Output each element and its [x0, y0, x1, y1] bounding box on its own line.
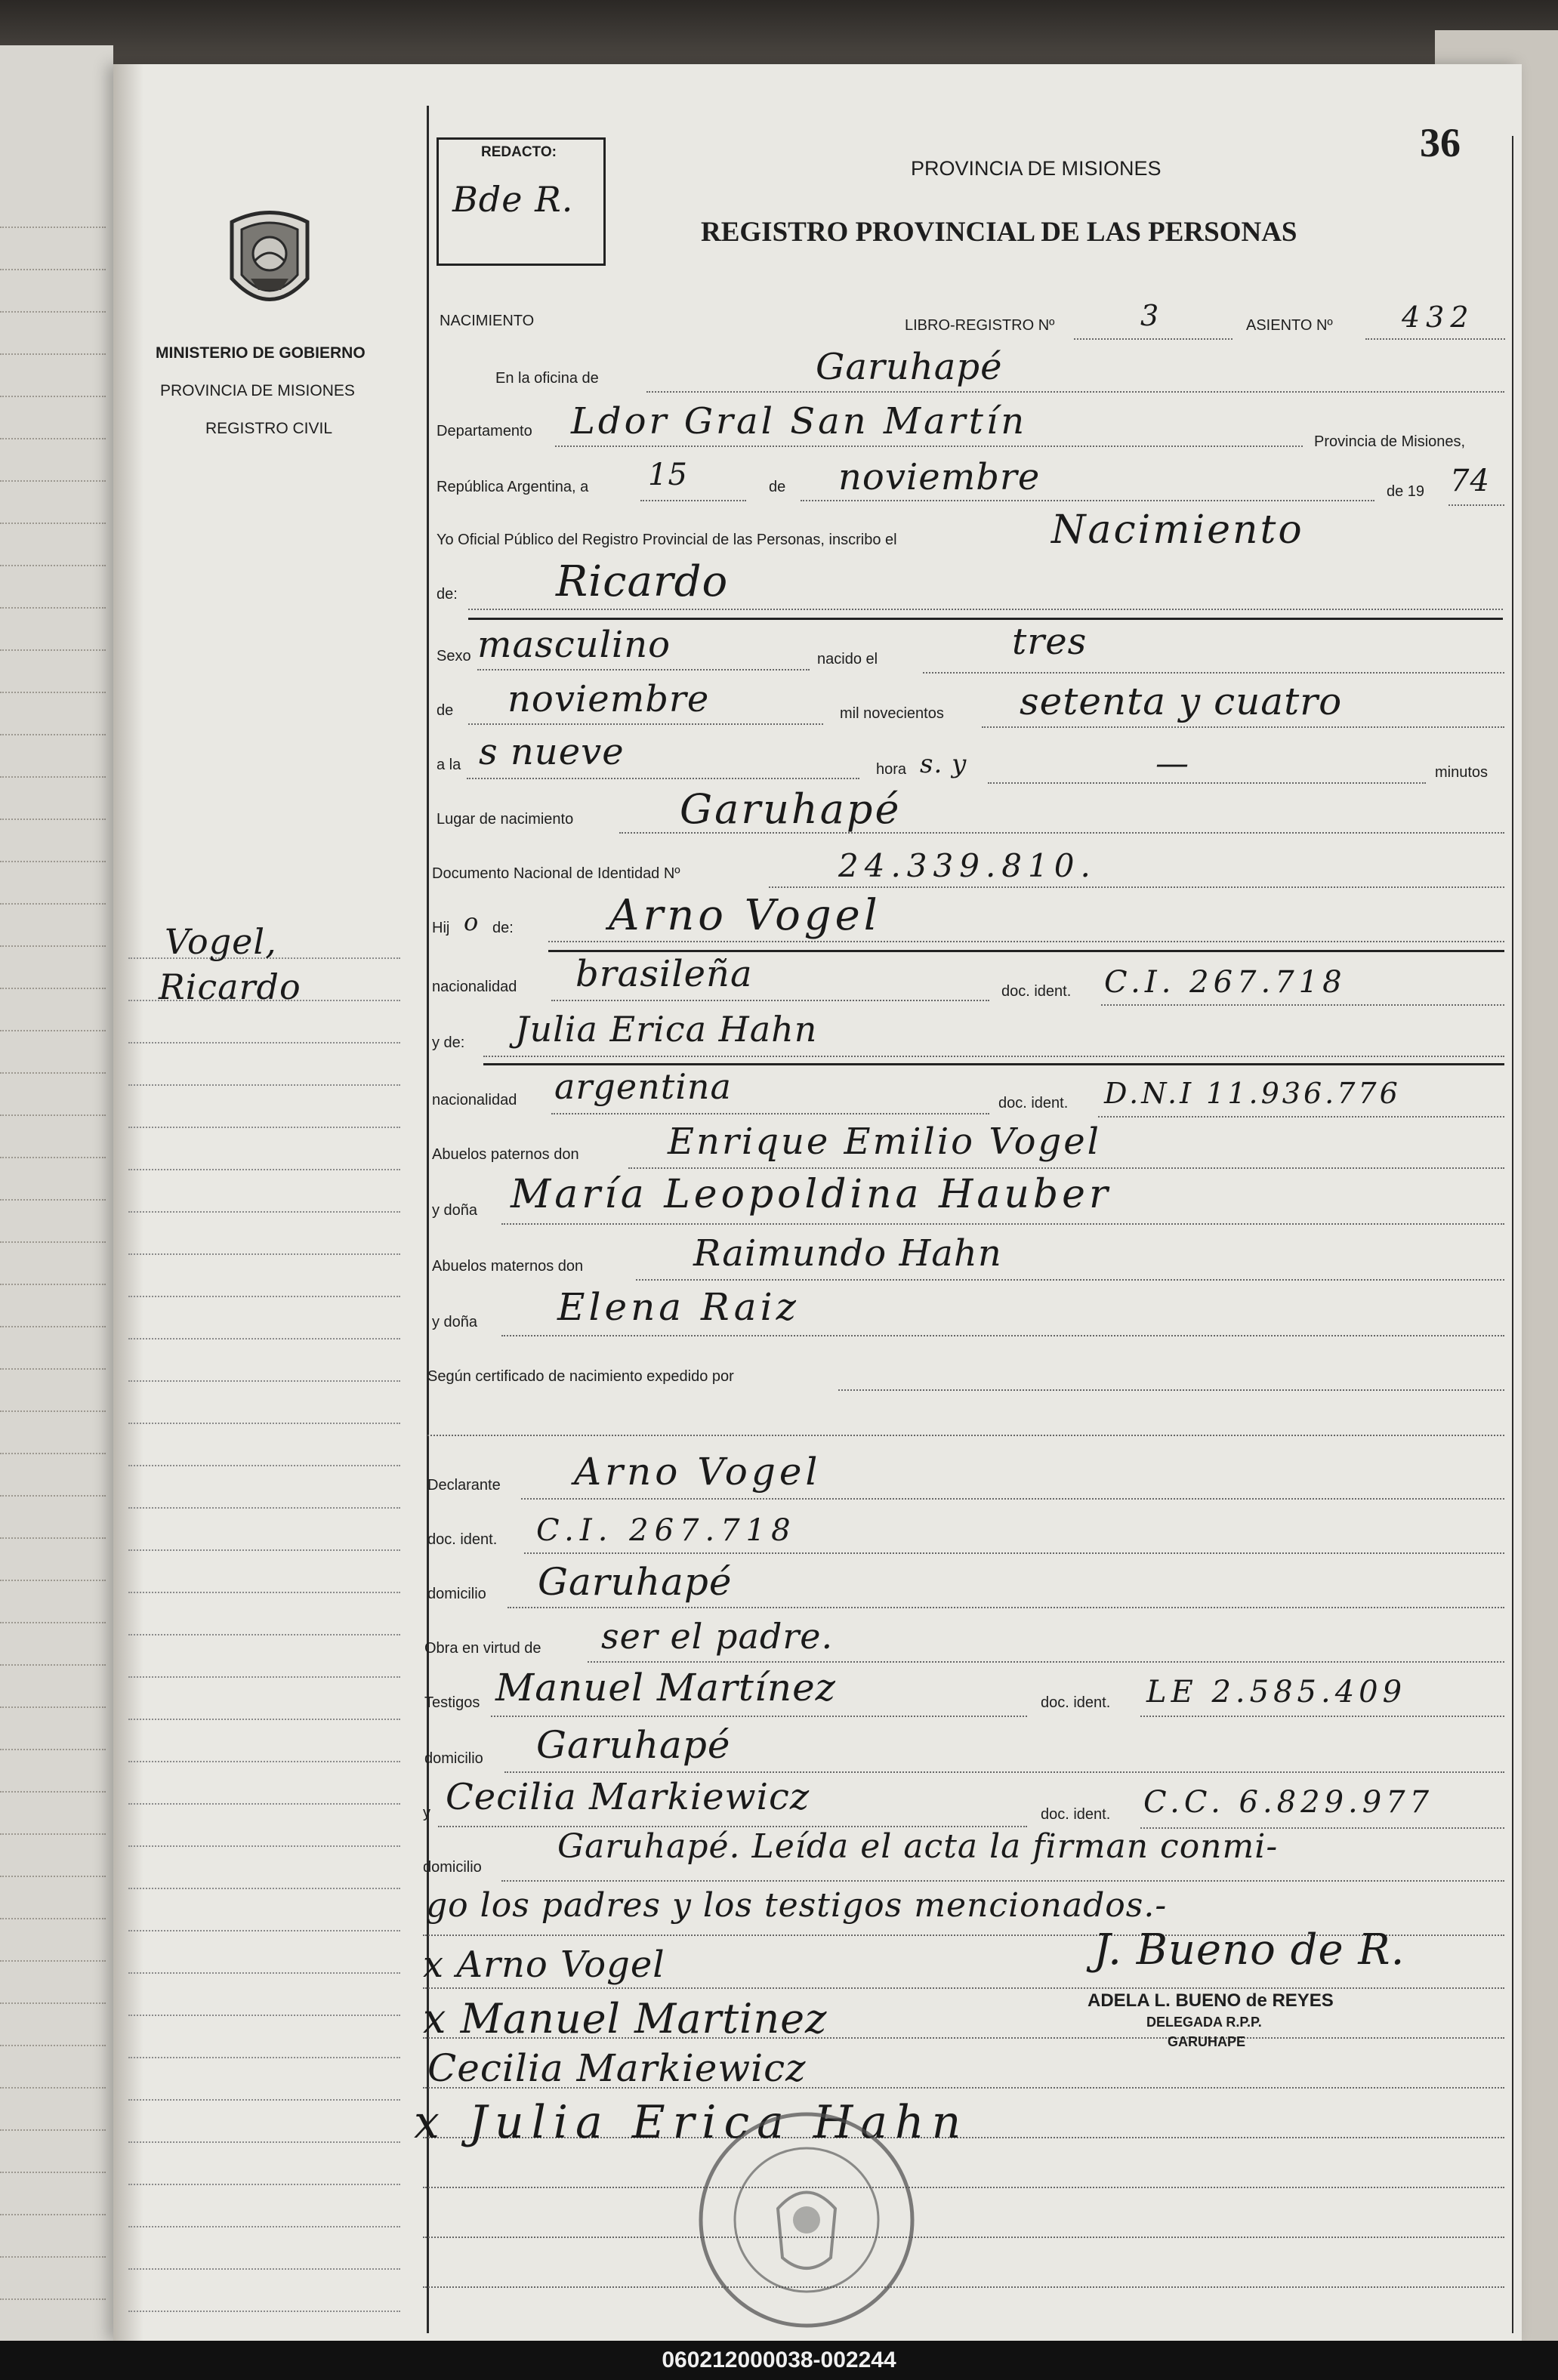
nac-madre-value: argentina	[554, 1066, 732, 1107]
signature-father: x Arno Vogel	[423, 1944, 665, 1986]
domicilio-dots	[508, 1607, 1504, 1608]
ab-mat-label: Abuelos maternos don	[432, 1258, 584, 1275]
departamento-label: Departamento	[437, 423, 532, 439]
alas-label: a la	[437, 757, 461, 773]
doc-decl-value: C.I. 267.718	[536, 1513, 797, 1548]
page-gutter	[113, 64, 143, 2341]
anio-dots	[1448, 504, 1504, 506]
testigo2-value: Cecilia Markiewicz	[446, 1776, 810, 1818]
certificado-dots-2	[427, 1435, 1504, 1436]
doc-t2-label: doc. ident.	[1041, 1806, 1111, 1823]
mil-label: mil novecientos	[840, 705, 944, 722]
province-crest-icon	[221, 207, 319, 320]
signature-rule	[423, 2237, 1504, 2238]
facing-page-rule	[0, 1453, 106, 1454]
redacto-value: Bde R.	[452, 179, 574, 220]
margin-rule	[128, 1845, 400, 1847]
facing-page-rule	[0, 903, 106, 905]
dom-t1-dots	[504, 1771, 1504, 1773]
dom-t2-value: Garuhapé. Leída el acta la firman conmi-	[557, 1827, 1279, 1866]
facing-page-rule	[0, 1495, 106, 1497]
oficial-label: Yo Oficial Público del Registro Provincial de las Personas, inscribo el	[437, 532, 897, 548]
facing-page-rule	[0, 353, 106, 355]
domicilio-label: domicilio	[427, 1586, 486, 1602]
facing-page	[0, 45, 113, 2341]
doc-madre-dots	[1098, 1116, 1504, 1118]
obra-value: ser el padre.	[601, 1616, 834, 1657]
dom-t1-label: domicilio	[424, 1750, 483, 1767]
mes-nac-value: noviembre	[508, 678, 710, 720]
madre-dots	[483, 1056, 1504, 1057]
margin-rule	[128, 1507, 400, 1509]
doc-decl-dots	[524, 1552, 1504, 1554]
facing-page-rule	[0, 269, 106, 270]
doc-padre-label: doc. ident.	[1001, 983, 1072, 1000]
dia-value: 15	[648, 458, 688, 492]
nombre-rule	[468, 618, 1503, 620]
nacido-value: tres	[1012, 621, 1088, 663]
padre-value: Arno Vogel	[609, 891, 881, 940]
minutos-dots	[988, 782, 1426, 784]
ab-pat-dona-value: María Leopoldina Hauber	[511, 1172, 1112, 1217]
facing-page-rule	[0, 1368, 106, 1370]
ab-mat-dona-value: Elena Raiz	[557, 1285, 800, 1329]
de-nombre-label: de:	[437, 586, 458, 603]
ab-pat-dona-dots	[501, 1223, 1504, 1225]
facing-page-rule	[0, 565, 106, 566]
anio-nac-value: setenta y cuatro	[1020, 680, 1343, 723]
doc-madre-value: D.N.I 11.936.776	[1104, 1077, 1401, 1110]
facing-page-rule	[0, 1030, 106, 1031]
margin-rule	[128, 1549, 400, 1551]
nac-madre-dots	[551, 1113, 989, 1114]
closing-line: go los padres y los testigos mencionados.-	[426, 1886, 1168, 1925]
minutos-value: —	[1155, 745, 1189, 783]
margin-rule	[128, 2057, 400, 2058]
declarante-label: Declarante	[427, 1477, 501, 1494]
dni-dots	[769, 886, 1504, 888]
facing-page-rule	[0, 988, 106, 989]
hora-dots	[467, 778, 859, 779]
asiento-value: 432	[1402, 301, 1475, 334]
dia-dots	[640, 500, 746, 501]
dom-t2-dots	[501, 1880, 1504, 1882]
facing-page-rule	[0, 1072, 106, 1074]
margin-rule	[128, 1930, 400, 1931]
facing-page-rule	[0, 2298, 106, 2300]
declarante-value: Arno Vogel	[574, 1450, 822, 1494]
domicilio-value: Garuhapé	[538, 1560, 733, 1604]
republica-label: República Argentina, a	[437, 479, 589, 495]
facing-page-rule	[0, 861, 106, 862]
facing-page-rule	[0, 945, 106, 947]
mes-nac-dots	[468, 723, 823, 725]
archive-id: 060212000038-002244	[0, 2341, 1558, 2380]
oficina-label: En la oficina de	[495, 370, 599, 387]
official-stamp-name: ADELA L. BUENO de REYES	[1088, 1990, 1334, 2011]
registry-seal-icon	[693, 2107, 920, 2333]
doc-madre-label: doc. ident.	[998, 1095, 1069, 1111]
facing-page-rule	[0, 1918, 106, 1919]
margin-rule	[128, 1127, 400, 1128]
doc-t1-value: LE 2.585.409	[1146, 1675, 1407, 1709]
facing-page-rule	[0, 1833, 106, 1835]
doc-padre-value: C.I. 267.718	[1104, 965, 1347, 1000]
ministry-province: PROVINCIA DE MISIONES	[160, 382, 355, 399]
libro-dots	[1074, 338, 1233, 340]
facing-page-rule	[0, 438, 106, 439]
padre-dots	[548, 941, 1504, 942]
margin-rule	[128, 2184, 400, 2185]
horas-label: hora	[876, 761, 907, 778]
facing-page-rule	[0, 819, 106, 820]
asiento-label: ASIENTO Nº	[1246, 317, 1333, 334]
margin-rule	[128, 2311, 400, 2312]
facing-page-rule	[0, 1199, 106, 1201]
facing-page-rule	[0, 1157, 106, 1158]
hora-value: s nueve	[479, 731, 625, 773]
province-title: PROVINCIA DE MISIONES	[911, 157, 1162, 180]
asiento-dots	[1365, 338, 1505, 340]
dom-t1-value: Garuhapé	[536, 1723, 731, 1767]
facing-page-rule	[0, 1580, 106, 1581]
declarante-dots	[521, 1498, 1504, 1500]
signature-rule	[423, 2286, 1504, 2288]
margin-rule	[128, 2099, 400, 2101]
margin-rule	[128, 2141, 400, 2143]
ab-pat-value: Enrique Emilio Vogel	[668, 1121, 1101, 1163]
margin-rule	[128, 1211, 400, 1213]
doc-t2-value: C.C. 6.829.977	[1143, 1785, 1434, 1820]
page-number: 36	[1420, 120, 1461, 165]
obra-dots	[588, 1661, 1504, 1663]
nac-padre-value: brasileña	[575, 953, 753, 995]
testigo1-value: Manuel Martínez	[495, 1666, 837, 1709]
y-label: y	[423, 1805, 430, 1821]
anio-label: de 19	[1387, 483, 1425, 500]
ab-mat-dona-label: y doña	[432, 1314, 478, 1330]
facing-page-rule	[0, 1241, 106, 1243]
ministry-registry: REGISTRO CIVIL	[205, 420, 333, 437]
facing-page-rule	[0, 1622, 106, 1623]
facing-page-rule	[0, 1876, 106, 1877]
margin-rule	[128, 1380, 400, 1382]
facing-page-rule	[0, 1114, 106, 1116]
facing-page-rule	[0, 396, 106, 397]
margin-rule	[128, 1592, 400, 1593]
facing-page-rule	[0, 311, 106, 313]
doc-t1-dots	[1140, 1716, 1504, 1717]
margin-rule	[128, 1634, 400, 1635]
margin-rule	[128, 1338, 400, 1340]
margin-rule	[128, 2015, 400, 2016]
provincia-label: Provincia de Misiones,	[1314, 433, 1466, 450]
margin-rule	[128, 1465, 400, 1466]
nombre-dots	[468, 609, 1503, 610]
facing-page-rule	[0, 2045, 106, 2046]
registry-title: REGISTRO PROVINCIAL DE LAS PERSONAS	[701, 217, 1297, 248]
madre-rule	[483, 1063, 1504, 1065]
margin-rule	[128, 1676, 400, 1678]
nacimiento-label: NACIMIENTO	[440, 313, 535, 329]
form-frame-right	[1512, 136, 1513, 2333]
margin-rule	[128, 1296, 400, 1297]
doc-t1-label: doc. ident.	[1041, 1694, 1111, 1711]
minutos-label: minutos	[1435, 764, 1489, 781]
libro-value: 3	[1140, 299, 1160, 332]
hijo-suffix: o	[464, 908, 480, 936]
margin-given-name: Ricardo	[159, 966, 301, 1007]
nac-padre-label: nacionalidad	[432, 979, 517, 995]
ydel-label: y de:	[432, 1034, 465, 1051]
facing-page-rule	[0, 2256, 106, 2258]
departamento-value: Ldor Gral San Martín	[571, 400, 1028, 442]
facing-page-rule	[0, 2214, 106, 2215]
sexo-label: Sexo	[437, 648, 471, 664]
dni-label: Documento Nacional de Identidad Nº	[432, 865, 680, 882]
ab-pat-dots	[628, 1167, 1504, 1169]
ab-mat-value: Raimundo Hahn	[693, 1232, 1002, 1275]
oficial-value: Nacimiento	[1051, 507, 1304, 553]
facing-page-rule	[0, 1410, 106, 1412]
margin-rule	[128, 1042, 400, 1044]
doc-padre-dots	[1101, 1004, 1504, 1006]
ab-mat-dots	[636, 1279, 1504, 1281]
official-stamp-title: DELEGADA R.P.P.	[1146, 2015, 1262, 2030]
ministry-heading: MINISTERIO DE GOBIERNO	[156, 344, 366, 362]
departamento-dots	[555, 445, 1303, 447]
mes-dots	[801, 500, 1374, 501]
nac-madre-label: nacionalidad	[432, 1092, 517, 1108]
margin-rule	[128, 1423, 400, 1424]
redacto-box	[437, 137, 606, 266]
facing-page-rule	[0, 607, 106, 609]
margin-rule	[128, 2226, 400, 2227]
sexo-value: masculino	[477, 624, 671, 666]
facing-page-rule	[0, 734, 106, 735]
signature-witness-1: x Manuel Martinez	[423, 1995, 828, 2042]
lugar-label: Lugar de nacimiento	[437, 811, 574, 828]
facing-page-rule	[0, 1791, 106, 1793]
nac-padre-dots	[551, 1000, 989, 1001]
hijo-de-label: de:	[492, 920, 514, 936]
facing-page-rule	[0, 2129, 106, 2131]
official-signature-block	[1063, 1925, 1456, 2107]
certificado-label: Según certificado de nacimiento expedido por	[427, 1368, 734, 1385]
facing-page-rule	[0, 1326, 106, 1327]
madre-value: Julia Erica Hahn	[515, 1009, 818, 1050]
facing-page-rule	[0, 1664, 106, 1666]
margin-rule	[128, 1972, 400, 1974]
de-label: de	[769, 479, 786, 495]
signature-rule	[423, 2187, 1504, 2188]
nombre-value: Ricardo	[556, 557, 729, 606]
facing-page-rule	[0, 776, 106, 778]
signature-mother: x Julia Erica Hahn	[414, 2096, 969, 2149]
de2-label: de	[437, 702, 454, 719]
dni-value: 24.339.810.	[838, 847, 1097, 884]
official-signature: J. Bueno de R.	[1094, 1925, 1405, 1975]
facing-page-rule	[0, 649, 106, 651]
obra-label: Obra en virtud de	[424, 1640, 541, 1657]
margin-rule	[128, 1888, 400, 1889]
facing-page-rule	[0, 1706, 106, 1708]
margin-rule	[128, 1253, 400, 1255]
nacido-dots	[923, 672, 1504, 674]
mes-value: noviembre	[838, 456, 1041, 498]
facing-page-rule	[0, 1960, 106, 1962]
ab-mat-dona-dots	[501, 1335, 1504, 1336]
facing-page-rule	[0, 1749, 106, 1750]
oficina-dots	[646, 391, 1504, 393]
facing-page-rule	[0, 2172, 106, 2173]
horas-suffix: s. y	[920, 749, 967, 779]
nacido-label: nacido el	[817, 651, 878, 667]
redacto-label: REDACTO:	[481, 144, 557, 160]
official-stamp-place: GARUHAPE	[1168, 2034, 1246, 2049]
doc-decl-label: doc. ident.	[427, 1531, 498, 1548]
libro-label: LIBRO-REGISTRO Nº	[905, 317, 1055, 334]
facing-page-rule	[0, 692, 106, 693]
margin-rule	[128, 1719, 400, 1720]
dom-t2-label: domicilio	[423, 1859, 482, 1876]
sexo-dots	[477, 669, 810, 671]
facing-page-rule	[0, 2087, 106, 2089]
ab-pat-dona-label: y doña	[432, 1202, 478, 1219]
facing-page-rule	[0, 2002, 106, 2004]
testigo1-dots	[491, 1716, 1027, 1717]
hijo-label: Hij	[432, 920, 450, 936]
ab-pat-label: Abuelos paternos don	[432, 1146, 579, 1163]
anio-nac-dots	[982, 726, 1504, 728]
margin-rule	[128, 1761, 400, 1762]
margin-rule	[128, 1084, 400, 1086]
facing-page-rule	[0, 1537, 106, 1539]
facing-page-rule	[0, 523, 106, 524]
anio-value: 74	[1450, 464, 1490, 498]
margin-rule	[128, 1169, 400, 1170]
oficina-value: Garuhapé	[816, 346, 1003, 388]
facing-page-rule	[0, 480, 106, 482]
facing-page-rule	[0, 1284, 106, 1285]
padre-rule	[548, 950, 1504, 952]
facing-page-rule	[0, 227, 106, 228]
certificado-dots	[838, 1389, 1504, 1391]
margin-surname: Vogel,	[165, 921, 277, 962]
lugar-value: Garuhapé	[680, 785, 902, 833]
margin-rule	[128, 2268, 400, 2270]
margin-rule	[128, 1803, 400, 1805]
testigos-label: Testigos	[424, 1694, 480, 1711]
signature-witness-2: Cecilia Markiewicz	[427, 2046, 807, 2090]
